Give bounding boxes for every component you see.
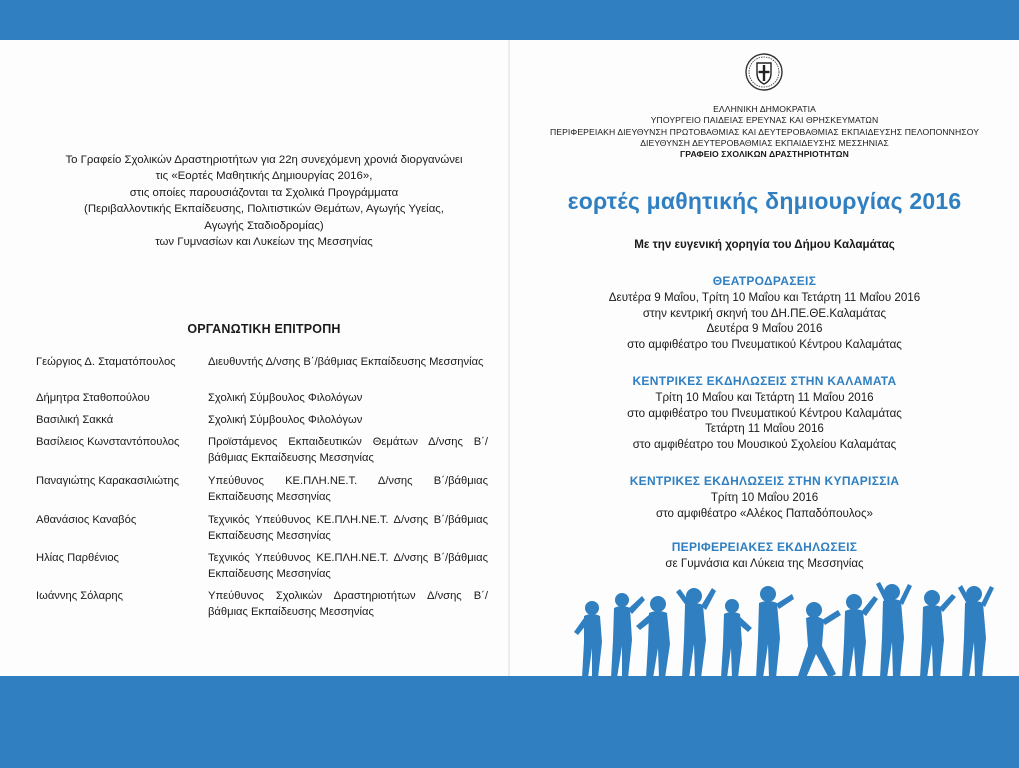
member-name: Γεώργιος Δ. Σταματόπουλος: [36, 356, 176, 368]
section-line: σε Γυμνάσια και Λύκεια της Μεσσηνίας: [665, 556, 864, 570]
section-heading: ΠΕΡΙΦΕΡΕΙΑΚΕΣ ΕΚΔΗΛΩΣΕΙΣ: [671, 540, 858, 554]
section-line: Τετάρτη 11 Μαΐου 2016: [705, 422, 824, 436]
ministry-line: ΥΠΟΥΡΓΕΙΟ ΠΑΙΔΕΙΑΣ ΕΡΕΥΝΑΣ ΚΑΙ ΘΡΗΣΚΕΥΜΑΤΩΝ: [650, 115, 879, 126]
ministry-line: ΕΛΛΗΝΙΚΗ ΔΗΜΟΚΡΑΤΙΑ: [713, 104, 816, 114]
member-name: Ιωάννης Σόλαρης: [36, 590, 124, 602]
member-role: Τεχνικός Υπεύθυνος ΚΕ.ΠΛΗ.ΝΕ.Τ. Δ/νσης Β΄/βάθμιας Εκπαίδευσης Μεσσηνίας: [208, 552, 488, 580]
section-line: Τρίτη 10 Μαΐου 2016: [710, 490, 819, 504]
event-section: [510, 274, 1019, 353]
member-name: Παναγιώτης Καρακασιλιώτης: [36, 475, 180, 487]
member-role: Σχολική Σύμβουλος Φιλολόγων: [208, 392, 363, 404]
greek-coat-of-arms-icon: [744, 52, 784, 92]
event-section: [510, 474, 1019, 521]
member-name: Ηλίας Παρθένιος: [36, 552, 119, 564]
member-name: Δήμητρα Σταθοπούλου: [36, 392, 150, 404]
member-role: Σχολική Σύμβουλος Φιλολόγων: [208, 414, 363, 426]
event-section: [510, 540, 1019, 572]
member-role: Διευθυντής Δ/νσης Β΄/βάθμιας Εκπαίδευσης Μεσσηνίας: [208, 356, 484, 368]
office-name: ΓΡΑΦΕΙΟ ΣΧΟΛΙΚΩΝ ΔΡΑΣΤΗΡΙΟΤΗΤΩΝ: [680, 149, 849, 160]
member-role: Υπεύθυνος ΚΕ.ΠΛΗ.ΝΕ.Τ. Δ/νσης Β΄/βάθμιας Εκπαίδευσης Μεσσηνίας: [208, 475, 488, 503]
member-name: Βασίλειος Κωνσταντόπουλος: [36, 436, 180, 448]
event-section: [510, 374, 1019, 453]
event-title: εορτές μαθητικής δημιουργίας 2016: [567, 188, 962, 214]
section-heading: ΚΕΝΤΡΙΚΕΣ ΕΚΔΗΛΩΣΕΙΣ ΣΤΗΝ ΚΑΛΑΜΑΤΑ: [632, 374, 897, 388]
intro-line: Το Γραφείο Σχολικών Δραστηριοτήτων για 22η συνεχόμενη χρονιά διοργανώνει: [65, 154, 463, 166]
member-role: Υπεύθυνος Σχολικών Δραστηριοτήτων Δ/νσης Β΄/βάθμιας Εκπαίδευσης Μεσσηνίας: [208, 590, 488, 618]
section-line: Τρίτη 10 Μαΐου και Τετάρτη 11 Μαΐου 2016: [655, 390, 874, 404]
ministry-header: [510, 104, 1019, 160]
section-line: στο αμφιθέατρο του Πνευματικού Κέντρου Καλαμάτας: [627, 406, 902, 420]
intro-line: τις «Εορτές Μαθητικής Δημιουργίας 2016»,: [155, 170, 373, 183]
member-name: Βασιλική Σακκά: [36, 414, 114, 426]
section-heading: ΘΕΑΤΡΟΔΡΑΣΕΙΣ: [712, 274, 817, 288]
section-line: στο αμφιθέατρο του Πνευματικού Κέντρου Καλαμάτας: [627, 338, 902, 352]
member-role: Προϊστάμενος Εκπαιδευτικών Θεμάτων Δ/νσης Β΄/βάθμιας Εκπαίδευσης Μεσσηνίας: [208, 436, 488, 464]
section-line: στο αμφιθέατρο «Αλέκος Παπαδόπουλος»: [655, 506, 873, 520]
section-line: Δευτέρα 9 Μαΐου, Τρίτη 10 Μαΐου και Τετάρτη 11 Μαΐου 2016: [608, 290, 921, 304]
ministry-line: ΔΙΕΥΘΥΝΣΗ ΔΕΥΤΕΡΟΒΑΘΜΙΑΣ ΕΚΠΑΙΔΕΥΣΗΣ ΜΕΣΣΗΝΙΑΣ: [640, 137, 889, 148]
intro-text: [20, 152, 508, 250]
ministry-line: ΠΕΡΙΦΕΡΕΙΑΚΗ ΔΙΕΥΘΥΝΣΗ ΠΡΩΤΟΒΑΘΜΙΑΣ ΚΑΙ ΔΕΥΤΕΡΟΒΑΘΜΙΑΣ ΕΚΠΑΙΔΕΥΣΗΣ ΠΕΛΟΠΟΝΝΗΣΟΥ: [549, 126, 980, 137]
intro-line: Αγωγής Σταδιοδρομίας): [204, 219, 324, 232]
intro-line: των Γυμνασίων και Λυκείων της Μεσσηνίας: [155, 236, 373, 249]
top-blue-band: [0, 0, 1019, 40]
children-silhouettes: [570, 582, 1000, 678]
section-heading: ΚΕΝΤΡΙΚΕΣ ΕΚΔΗΛΩΣΕΙΣ ΣΤΗΝ ΚΥΠΑΡΙΣΣΙΑ: [629, 474, 900, 488]
sponsor-line: Με την ευγενική χορηγία του Δήμου Καλαμάτας: [634, 238, 895, 251]
section-line: στο αμφιθέατρο του Μουσικού Σχολείου Καλαμάτας: [632, 438, 897, 452]
member-name: Αθανάσιος Καναβός: [36, 514, 137, 526]
intro-line: στις οποίες παρουσιάζονται τα Σχολικά Προγράμματα: [129, 186, 399, 199]
committee-title: ΟΡΓΑΝΩΤΙΚΗ ΕΠΙΤΡΟΠΗ: [187, 322, 341, 336]
bottom-blue-band: [0, 676, 1019, 768]
intro-line: (Περιβαλλοντικής Εκπαίδευσης, Πολιτιστικών Θεμάτων, Αγωγής Υγείας,: [84, 203, 444, 216]
section-line: στην κεντρική σκηνή του ΔΗ.ΠΕ.ΘΕ.Καλαμάτας: [642, 306, 887, 320]
member-role: Τεχνικός Υπεύθυνος ΚΕ.ΠΛΗ.ΝΕ.Τ. Δ/νσης Β΄/βάθμιας Εκπαίδευσης Μεσσηνίας: [208, 514, 488, 542]
section-line: Δευτέρα 9 Μαΐου 2016: [706, 322, 823, 336]
